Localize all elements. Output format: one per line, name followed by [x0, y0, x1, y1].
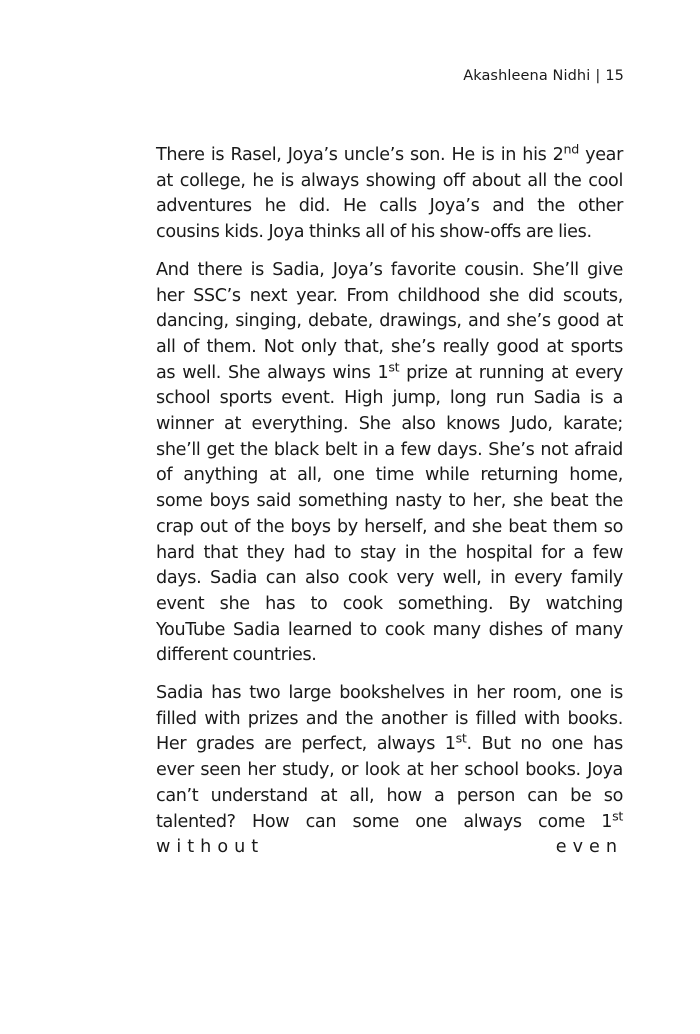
text-run: cousins kids. Joya thinks all of his show-offs are lies.	[156, 222, 592, 243]
text-line	[156, 438, 623, 464]
paragraph	[156, 258, 623, 669]
text-line	[156, 194, 623, 220]
text-run: Her grades are perfect, always 1	[156, 734, 456, 755]
text-run: talented? How can some one always come 1	[156, 811, 613, 832]
text-run: event she has to cook something. By watching	[156, 593, 623, 614]
text-run: some boys said something nasty to her, she beat the	[156, 491, 623, 512]
text-line	[156, 169, 623, 195]
text-run: . But no one has	[466, 734, 623, 755]
text-run: days. Sadia can also cook very well, in every family	[156, 568, 623, 589]
text-run: There is Rasel, Joya’s uncle’s son. He is in his 2	[156, 145, 564, 165]
text-run: she’ll get the black belt in a few days. She’s not afraid	[156, 439, 623, 460]
text-run: different countries.	[156, 645, 317, 666]
ordinal-suffix: st	[388, 359, 400, 375]
text-line	[156, 463, 623, 489]
text-run: crap out of the boys by herself, and she beat them so	[156, 516, 623, 537]
text-line	[156, 515, 623, 541]
page-body	[156, 143, 623, 873]
spaced-word: without	[156, 837, 265, 858]
text-run: winner at everything. She also knows Judo, karate;	[156, 414, 623, 435]
text-run: hard that they had to stay in the hospital for a few	[156, 542, 623, 563]
text-line	[156, 566, 623, 592]
text-run: Sadia has two large bookshelves in her room, one is	[156, 683, 623, 704]
ordinal-suffix: nd	[563, 141, 579, 157]
text-line	[156, 412, 623, 438]
text-line	[156, 284, 623, 310]
paragraph	[156, 681, 623, 861]
text-run: can’t understand at all, how a person can be so	[156, 785, 623, 806]
text-line	[156, 335, 623, 361]
text-run: her SSC’s next year. From childhood she did scouts,	[156, 285, 623, 306]
page-number: 15	[605, 68, 624, 84]
text-run: all of them. Not only that, she’s really good at sports	[156, 336, 623, 357]
text-line	[156, 732, 623, 758]
text-line	[156, 618, 623, 644]
text-line	[156, 707, 623, 733]
text-line	[156, 386, 623, 412]
text-line	[156, 361, 623, 387]
text-line	[156, 489, 623, 515]
running-header	[463, 68, 624, 84]
text-line	[156, 541, 623, 567]
text-run: year	[578, 145, 623, 165]
text-run: adventures he did. He calls Joya’s and the other	[156, 196, 623, 217]
text-run: at college, he is always showing off about all the cool	[156, 170, 623, 191]
text-run: of anything at all, one time while returning home,	[156, 465, 623, 486]
text-line	[156, 143, 623, 169]
text-run: prize at running at every	[399, 362, 623, 383]
text-line	[156, 810, 623, 836]
text-line	[156, 309, 623, 335]
text-line	[156, 758, 623, 784]
text-run: dancing, singing, debate, drawings, and she’s good at	[156, 311, 623, 332]
text-line	[156, 681, 623, 707]
text-run: school sports event. High jump, long run Sadia is a	[156, 388, 623, 409]
text-run: filled with prizes and the another is filled with books.	[156, 708, 623, 729]
header-separator: |	[595, 68, 601, 84]
text-run: YouTube Sadia learned to cook many dishes of many	[156, 619, 623, 640]
author-name: Akashleena Nidhi	[463, 68, 591, 84]
paragraph	[156, 143, 623, 246]
text-run: And there is Sadia, Joya’s favorite cousin. She’ll give	[156, 259, 623, 280]
text-line	[156, 220, 623, 246]
ordinal-suffix: st	[612, 808, 623, 824]
text-line-spaced	[156, 835, 623, 861]
ordinal-suffix: st	[455, 731, 467, 747]
text-line	[156, 784, 623, 810]
text-run: ever seen her study, or look at her school books. Joya	[156, 760, 623, 781]
text-line	[156, 592, 623, 618]
text-line	[156, 643, 623, 669]
text-run: as well. She always wins 1	[156, 362, 389, 383]
text-line	[156, 258, 623, 284]
spaced-word: even	[555, 837, 623, 858]
